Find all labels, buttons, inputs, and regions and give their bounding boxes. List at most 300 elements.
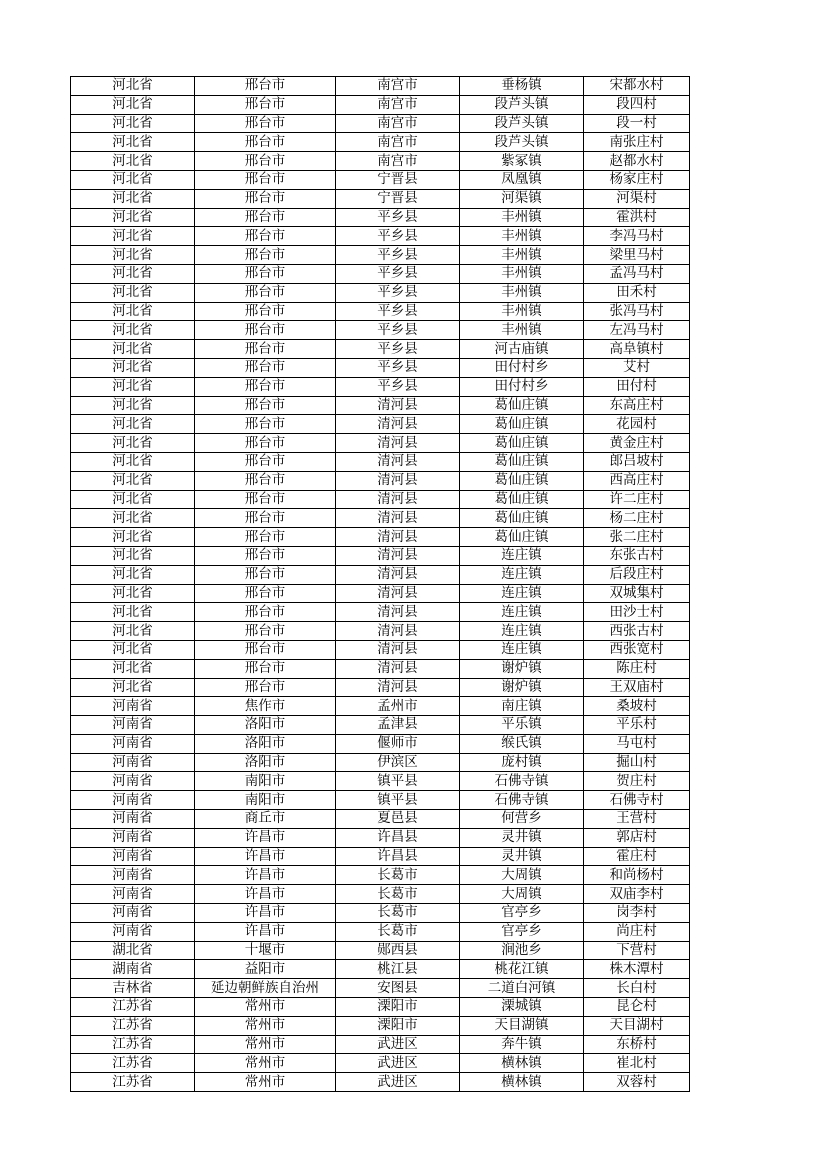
city-cell: 邢台市: [195, 246, 336, 265]
table-row: [71, 1016, 690, 1035]
county-cell: 溧阳市: [336, 1016, 460, 1035]
city-cell: 邢台市: [195, 584, 336, 603]
city-cell: 邢台市: [195, 565, 336, 584]
table-row: [71, 998, 690, 1017]
county-cell: 清河县: [336, 509, 460, 528]
city-cell: 邢台市: [195, 227, 336, 246]
table-row: [71, 434, 690, 453]
city-cell: 邢台市: [195, 114, 336, 133]
table-row: [71, 170, 690, 189]
county-cell: 桃江县: [336, 960, 460, 979]
town-cell: 横林镇: [460, 1054, 584, 1073]
city-cell: 邢台市: [195, 302, 336, 321]
village-cell: 霍洪村: [584, 208, 690, 227]
village-cell: 郭店村: [584, 828, 690, 847]
table-row: [71, 828, 690, 847]
city-cell: 焦作市: [195, 697, 336, 716]
village-cell: 后段庄村: [584, 565, 690, 584]
town-cell: 葛仙庄镇: [460, 509, 584, 528]
town-cell: 段芦头镇: [460, 95, 584, 114]
table-row: [71, 415, 690, 434]
city-cell: 邢台市: [195, 189, 336, 208]
province-cell: 河南省: [71, 866, 195, 885]
province-cell: 河北省: [71, 264, 195, 283]
village-cell: 平乐村: [584, 716, 690, 735]
city-cell: 洛阳市: [195, 753, 336, 772]
village-cell: 东桥村: [584, 1035, 690, 1054]
table-row: [71, 734, 690, 753]
table-row: [71, 772, 690, 791]
table-row: [71, 810, 690, 829]
city-cell: 许昌市: [195, 847, 336, 866]
table-row: [71, 114, 690, 133]
table-row: [71, 791, 690, 810]
town-cell: 溧城镇: [460, 998, 584, 1017]
village-cell: 左冯马村: [584, 321, 690, 340]
table-row: [71, 922, 690, 941]
city-cell: 商丘市: [195, 810, 336, 829]
village-cell: 西张宽村: [584, 640, 690, 659]
table-row: [71, 246, 690, 265]
town-cell: 丰州镇: [460, 302, 584, 321]
county-cell: 南宫市: [336, 77, 460, 96]
city-cell: 邢台市: [195, 678, 336, 697]
county-cell: 南宫市: [336, 114, 460, 133]
province-cell: 河南省: [71, 847, 195, 866]
province-cell: 江苏省: [71, 1016, 195, 1035]
province-cell: 河南省: [71, 716, 195, 735]
table-row: [71, 95, 690, 114]
table-row: [71, 302, 690, 321]
village-cell: 霍庄村: [584, 847, 690, 866]
city-cell: 邢台市: [195, 340, 336, 359]
table-row: [71, 546, 690, 565]
village-cell: 王双庙村: [584, 678, 690, 697]
province-cell: 河北省: [71, 95, 195, 114]
city-cell: 邢台市: [195, 283, 336, 302]
village-cell: 张冯马村: [584, 302, 690, 321]
town-cell: 南庄镇: [460, 697, 584, 716]
province-cell: 河北省: [71, 340, 195, 359]
town-cell: 葛仙庄镇: [460, 452, 584, 471]
table-row: [71, 490, 690, 509]
province-cell: 河北省: [71, 208, 195, 227]
city-cell: 邢台市: [195, 95, 336, 114]
village-cell: 西高庄村: [584, 471, 690, 490]
province-cell: 河北省: [71, 415, 195, 434]
province-cell: 河南省: [71, 753, 195, 772]
town-cell: 缑氏镇: [460, 734, 584, 753]
county-cell: 长葛市: [336, 922, 460, 941]
town-cell: 河古庙镇: [460, 340, 584, 359]
town-cell: 石佛寺镇: [460, 772, 584, 791]
province-cell: 江苏省: [71, 1035, 195, 1054]
village-cell: 长白村: [584, 979, 690, 998]
table-row: [71, 1054, 690, 1073]
town-cell: 何营乡: [460, 810, 584, 829]
city-cell: 南阳市: [195, 791, 336, 810]
city-cell: 益阳市: [195, 960, 336, 979]
table-row: [71, 77, 690, 96]
county-cell: 孟津县: [336, 716, 460, 735]
village-cell: 陈庄村: [584, 659, 690, 678]
town-cell: 桃花江镇: [460, 960, 584, 979]
province-cell: 河北省: [71, 678, 195, 697]
table-row: [71, 716, 690, 735]
town-cell: 天目湖镇: [460, 1016, 584, 1035]
county-cell: 平乡县: [336, 340, 460, 359]
table-row: [71, 152, 690, 171]
village-cell: 宋都水村: [584, 77, 690, 96]
town-cell: 连庄镇: [460, 584, 584, 603]
town-cell: 庞村镇: [460, 753, 584, 772]
village-cell: 东高庄村: [584, 396, 690, 415]
city-cell: 洛阳市: [195, 716, 336, 735]
town-cell: 丰州镇: [460, 246, 584, 265]
table-row: [71, 941, 690, 960]
village-cell: 南张庄村: [584, 133, 690, 152]
county-cell: 镇平县: [336, 791, 460, 810]
town-cell: 灵井镇: [460, 847, 584, 866]
county-cell: 平乡县: [336, 246, 460, 265]
county-cell: 清河县: [336, 622, 460, 641]
city-cell: 邢台市: [195, 452, 336, 471]
city-cell: 邢台市: [195, 434, 336, 453]
village-cell: 郎吕坡村: [584, 452, 690, 471]
table-row: [71, 452, 690, 471]
data-table: [70, 76, 690, 1092]
county-cell: 长葛市: [336, 866, 460, 885]
town-cell: 奔牛镇: [460, 1035, 584, 1054]
province-cell: 河北省: [71, 302, 195, 321]
town-cell: 连庄镇: [460, 546, 584, 565]
county-cell: 溧阳市: [336, 998, 460, 1017]
province-cell: 河北省: [71, 396, 195, 415]
village-cell: 双蓉村: [584, 1073, 690, 1092]
town-cell: 段芦头镇: [460, 133, 584, 152]
city-cell: 许昌市: [195, 828, 336, 847]
city-cell: 邢台市: [195, 321, 336, 340]
county-cell: 南宫市: [336, 95, 460, 114]
village-cell: 王营村: [584, 810, 690, 829]
village-cell: 下营村: [584, 941, 690, 960]
table-row: [71, 979, 690, 998]
city-cell: 邢台市: [195, 264, 336, 283]
city-cell: 许昌市: [195, 922, 336, 941]
town-cell: 田付村乡: [460, 358, 584, 377]
county-cell: 清河县: [336, 546, 460, 565]
village-cell: 岗李村: [584, 904, 690, 923]
village-cell: 东张古村: [584, 546, 690, 565]
city-cell: 常州市: [195, 1035, 336, 1054]
village-cell: 杨二庄村: [584, 509, 690, 528]
province-cell: 河南省: [71, 885, 195, 904]
village-cell: 黄金庄村: [584, 434, 690, 453]
province-cell: 河北省: [71, 377, 195, 396]
county-cell: 安图县: [336, 979, 460, 998]
county-cell: 偃师市: [336, 734, 460, 753]
county-cell: 清河县: [336, 565, 460, 584]
village-cell: 西张古村: [584, 622, 690, 641]
province-cell: 河北省: [71, 434, 195, 453]
county-cell: 清河县: [336, 471, 460, 490]
town-cell: 涧池乡: [460, 941, 584, 960]
table-row: [71, 509, 690, 528]
town-cell: 谢炉镇: [460, 678, 584, 697]
city-cell: 邢台市: [195, 77, 336, 96]
village-cell: 高阜镇村: [584, 340, 690, 359]
province-cell: 河北省: [71, 227, 195, 246]
province-cell: 河北省: [71, 622, 195, 641]
town-cell: 横林镇: [460, 1073, 584, 1092]
province-cell: 河北省: [71, 283, 195, 302]
city-cell: 邢台市: [195, 528, 336, 547]
town-cell: 葛仙庄镇: [460, 396, 584, 415]
city-cell: 洛阳市: [195, 734, 336, 753]
province-cell: 河北省: [71, 452, 195, 471]
table-row: [71, 133, 690, 152]
county-cell: 南宫市: [336, 152, 460, 171]
county-cell: 清河县: [336, 584, 460, 603]
city-cell: 延边朝鲜族自治州: [195, 979, 336, 998]
city-cell: 邢台市: [195, 170, 336, 189]
village-cell: 贺庄村: [584, 772, 690, 791]
village-cell: 掘山村: [584, 753, 690, 772]
province-cell: 河南省: [71, 828, 195, 847]
county-cell: 宁晋县: [336, 189, 460, 208]
village-cell: 李冯马村: [584, 227, 690, 246]
table-row: [71, 640, 690, 659]
city-cell: 邢台市: [195, 659, 336, 678]
table-row: [71, 189, 690, 208]
table-row: [71, 264, 690, 283]
table-row: [71, 565, 690, 584]
province-cell: 河北省: [71, 114, 195, 133]
town-cell: 垂杨镇: [460, 77, 584, 96]
table-row: [71, 358, 690, 377]
town-cell: 葛仙庄镇: [460, 490, 584, 509]
town-cell: 大周镇: [460, 885, 584, 904]
town-cell: 葛仙庄镇: [460, 415, 584, 434]
city-cell: 许昌市: [195, 885, 336, 904]
city-cell: 邢台市: [195, 152, 336, 171]
province-cell: 河北省: [71, 603, 195, 622]
town-cell: 官亭乡: [460, 904, 584, 923]
town-cell: 丰州镇: [460, 321, 584, 340]
province-cell: 吉林省: [71, 979, 195, 998]
city-cell: 邢台市: [195, 396, 336, 415]
table-row: [71, 584, 690, 603]
village-cell: 天目湖村: [584, 1016, 690, 1035]
province-cell: 河南省: [71, 791, 195, 810]
county-cell: 孟州市: [336, 697, 460, 716]
county-cell: 清河县: [336, 452, 460, 471]
province-cell: 河北省: [71, 77, 195, 96]
county-cell: 清河县: [336, 603, 460, 622]
city-cell: 常州市: [195, 998, 336, 1017]
table-row: [71, 603, 690, 622]
village-cell: 尚庄村: [584, 922, 690, 941]
town-cell: 葛仙庄镇: [460, 528, 584, 547]
city-cell: 许昌市: [195, 904, 336, 923]
table-row: [71, 866, 690, 885]
village-cell: 石佛寺村: [584, 791, 690, 810]
village-cell: 花园村: [584, 415, 690, 434]
county-cell: 南宫市: [336, 133, 460, 152]
city-cell: 邢台市: [195, 471, 336, 490]
city-cell: 常州市: [195, 1016, 336, 1035]
province-cell: 河北省: [71, 640, 195, 659]
village-cell: 段一村: [584, 114, 690, 133]
table-body: [71, 77, 690, 1092]
city-cell: 邢台市: [195, 603, 336, 622]
province-cell: 河北省: [71, 565, 195, 584]
county-cell: 清河县: [336, 640, 460, 659]
table-row: [71, 847, 690, 866]
city-cell: 邢台市: [195, 358, 336, 377]
county-cell: 清河县: [336, 678, 460, 697]
county-cell: 清河县: [336, 434, 460, 453]
town-cell: 官亭乡: [460, 922, 584, 941]
county-cell: 许昌县: [336, 828, 460, 847]
province-cell: 河南省: [71, 922, 195, 941]
province-cell: 河南省: [71, 697, 195, 716]
table-row: [71, 753, 690, 772]
village-cell: 双庙李村: [584, 885, 690, 904]
town-cell: 谢炉镇: [460, 659, 584, 678]
village-cell: 许二庄村: [584, 490, 690, 509]
village-cell: 昆仑村: [584, 998, 690, 1017]
city-cell: 邢台市: [195, 133, 336, 152]
city-cell: 邢台市: [195, 208, 336, 227]
county-cell: 平乡县: [336, 321, 460, 340]
town-cell: 河渠镇: [460, 189, 584, 208]
table-row: [71, 659, 690, 678]
province-cell: 河北省: [71, 189, 195, 208]
table-row: [71, 471, 690, 490]
province-cell: 河南省: [71, 904, 195, 923]
town-cell: 灵井镇: [460, 828, 584, 847]
county-cell: 平乡县: [336, 283, 460, 302]
village-cell: 孟冯马村: [584, 264, 690, 283]
town-cell: 二道白河镇: [460, 979, 584, 998]
village-cell: 艾村: [584, 358, 690, 377]
province-cell: 河北省: [71, 471, 195, 490]
village-cell: 和尚杨村: [584, 866, 690, 885]
table-row: [71, 904, 690, 923]
town-cell: 葛仙庄镇: [460, 471, 584, 490]
city-cell: 许昌市: [195, 866, 336, 885]
city-cell: 邢台市: [195, 415, 336, 434]
province-cell: 河北省: [71, 509, 195, 528]
city-cell: 邢台市: [195, 640, 336, 659]
province-cell: 江苏省: [71, 1054, 195, 1073]
county-cell: 清河县: [336, 528, 460, 547]
county-cell: 武进区: [336, 1035, 460, 1054]
table-row: [71, 208, 690, 227]
table-row: [71, 960, 690, 979]
town-cell: 石佛寺镇: [460, 791, 584, 810]
town-cell: 连庄镇: [460, 640, 584, 659]
city-cell: 常州市: [195, 1054, 336, 1073]
county-cell: 清河县: [336, 396, 460, 415]
province-cell: 河北省: [71, 528, 195, 547]
table-row: [71, 678, 690, 697]
county-cell: 平乡县: [336, 358, 460, 377]
town-cell: 田付村乡: [460, 377, 584, 396]
county-cell: 平乡县: [336, 302, 460, 321]
village-cell: 杨家庄村: [584, 170, 690, 189]
province-cell: 河北省: [71, 546, 195, 565]
county-cell: 清河县: [336, 490, 460, 509]
county-cell: 伊滨区: [336, 753, 460, 772]
village-cell: 田付村: [584, 377, 690, 396]
village-cell: 双城集村: [584, 584, 690, 603]
town-cell: 丰州镇: [460, 227, 584, 246]
town-cell: 平乐镇: [460, 716, 584, 735]
village-cell: 崔北村: [584, 1054, 690, 1073]
province-cell: 河南省: [71, 810, 195, 829]
village-cell: 张二庄村: [584, 528, 690, 547]
village-cell: 田禾村: [584, 283, 690, 302]
village-cell: 马屯村: [584, 734, 690, 753]
town-cell: 紫冢镇: [460, 152, 584, 171]
county-cell: 夏邑县: [336, 810, 460, 829]
province-cell: 河北省: [71, 152, 195, 171]
city-cell: 邢台市: [195, 377, 336, 396]
county-cell: 许昌县: [336, 847, 460, 866]
province-cell: 河北省: [71, 584, 195, 603]
town-cell: 丰州镇: [460, 208, 584, 227]
county-cell: 镇平县: [336, 772, 460, 791]
town-cell: 大周镇: [460, 866, 584, 885]
table-row: [71, 396, 690, 415]
county-cell: 平乡县: [336, 377, 460, 396]
province-cell: 河北省: [71, 358, 195, 377]
table-row: [71, 528, 690, 547]
table-row: [71, 340, 690, 359]
province-cell: 河北省: [71, 246, 195, 265]
county-cell: 清河县: [336, 659, 460, 678]
town-cell: 连庄镇: [460, 622, 584, 641]
village-cell: 河渠村: [584, 189, 690, 208]
table-row: [71, 321, 690, 340]
county-cell: 平乡县: [336, 208, 460, 227]
province-cell: 河北省: [71, 170, 195, 189]
province-cell: 河南省: [71, 734, 195, 753]
county-cell: 武进区: [336, 1054, 460, 1073]
town-cell: 丰州镇: [460, 264, 584, 283]
town-cell: 连庄镇: [460, 603, 584, 622]
table-row: [71, 1035, 690, 1054]
table-row: [71, 885, 690, 904]
province-cell: 湖南省: [71, 960, 195, 979]
province-cell: 河南省: [71, 772, 195, 791]
village-cell: 段四村: [584, 95, 690, 114]
county-cell: 长葛市: [336, 904, 460, 923]
village-cell: 赵都水村: [584, 152, 690, 171]
city-cell: 邢台市: [195, 509, 336, 528]
town-cell: 连庄镇: [460, 565, 584, 584]
village-cell: 梁里马村: [584, 246, 690, 265]
city-cell: 邢台市: [195, 490, 336, 509]
county-cell: 郧西县: [336, 941, 460, 960]
county-cell: 清河县: [336, 415, 460, 434]
village-cell: 田沙士村: [584, 603, 690, 622]
city-cell: 常州市: [195, 1073, 336, 1092]
table-row: [71, 227, 690, 246]
province-cell: 江苏省: [71, 998, 195, 1017]
